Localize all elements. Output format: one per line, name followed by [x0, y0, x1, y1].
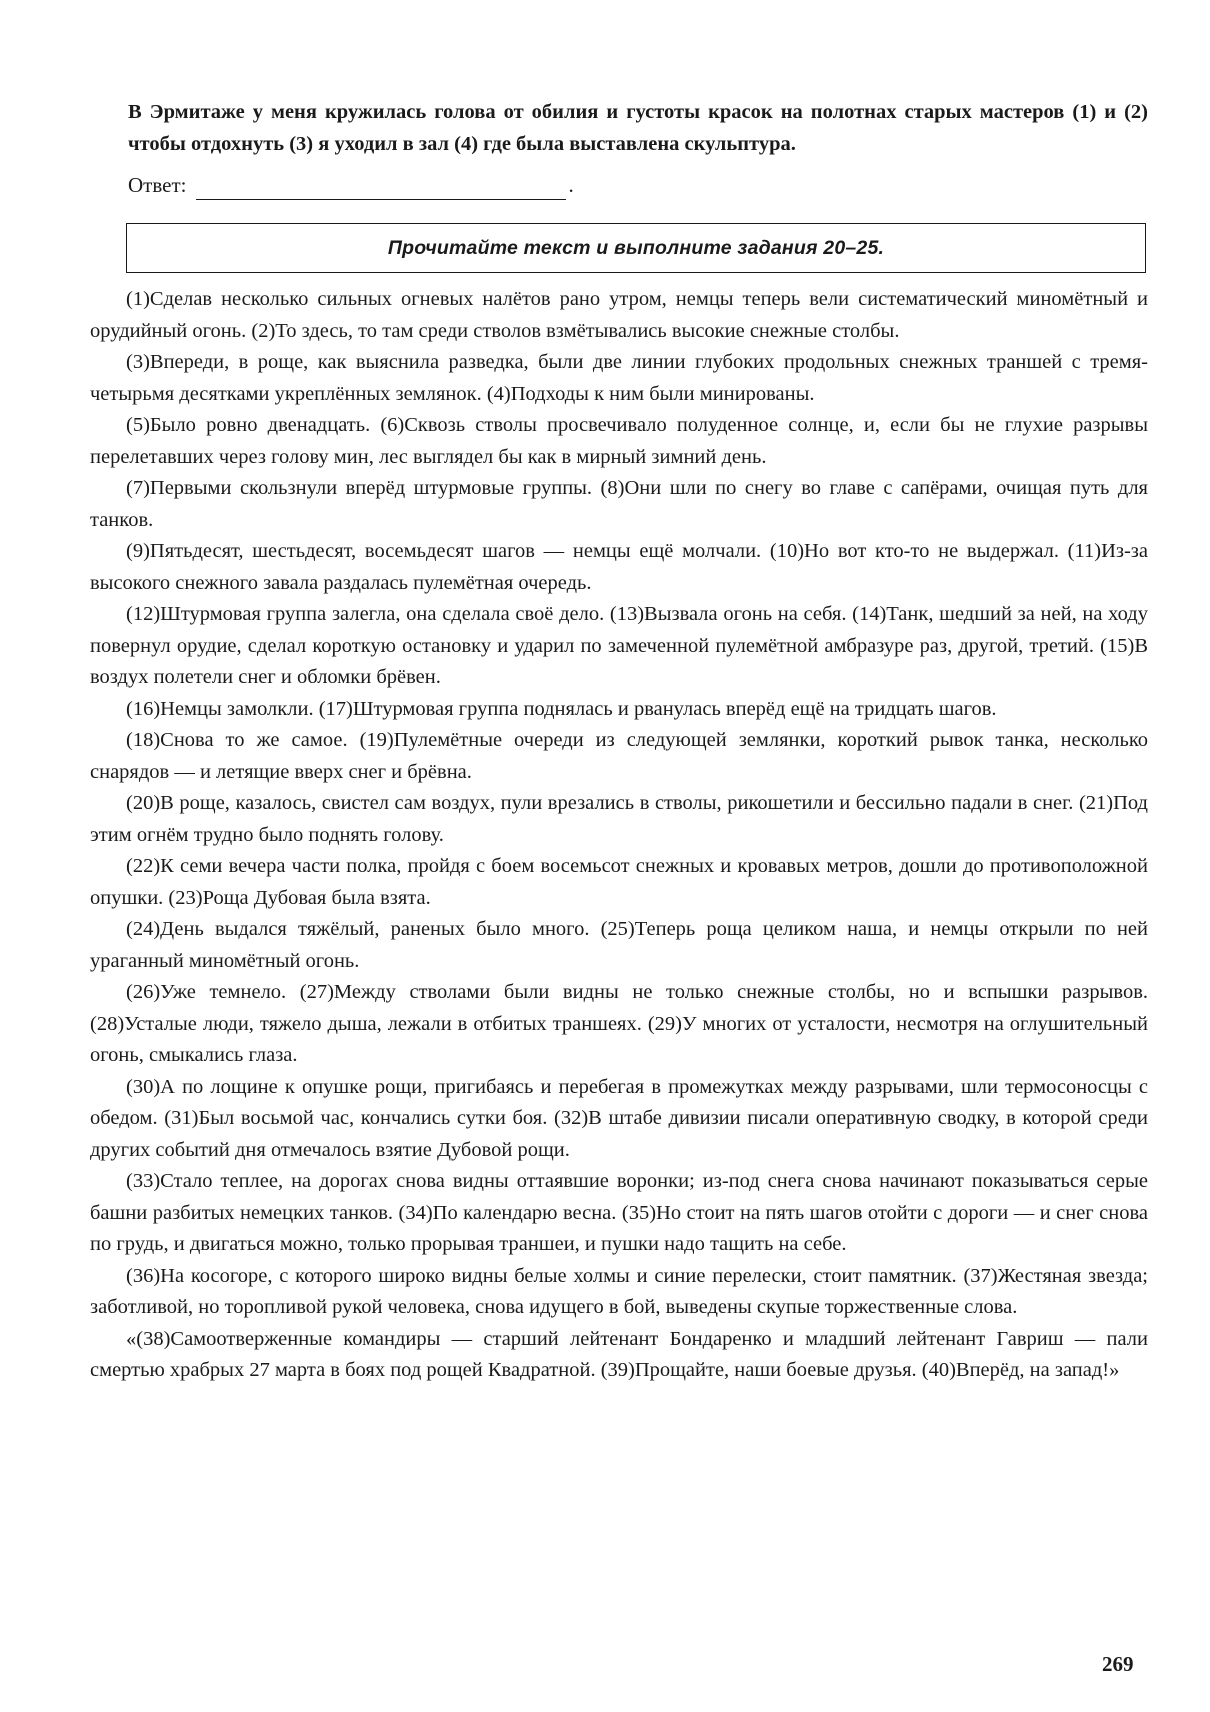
- instruction-text: Прочитайте текст и выполните задания 20–25.: [387, 236, 885, 259]
- page-number: 269: [1102, 1652, 1134, 1676]
- paragraph: (7)Первыми скользнули вперёд штурмовые группы. (8)Они шли по снегу во главе с сапёрами, очищая путь для танков.: [90, 477, 1148, 531]
- paragraph: (20)В роще, казалось, свистел сам воздух, пули врезались в стволы, рикошетили и бессильно падали в снег. (21)Под этим огнём трудно было поднять голову.: [90, 792, 1148, 846]
- paragraph: (12)Штурмовая группа залегла, она сделала своё дело. (13)Вызвала огонь на себя. (14)Танк, шедший за ней, на ходу повернул орудие, сделал короткую остановку и ударил по замеченной пулемётной амбразуре раз, другой, третий. (15)В воздух полетели снег и обломки брёвен.: [90, 603, 1148, 688]
- paragraph: (18)Снова то же самое. (19)Пулемётные очереди из следующей землянки, короткий рывок танка, несколько снарядов — и летящие вверх снег и брёвна.: [90, 729, 1148, 783]
- paragraph: (5)Было ровно двенадцать. (6)Сквозь стволы просвечивало полуденное солнце, и, если бы не глухие разрывы перелетавших через голову мин, лес выглядел бы как в мирный зимний день.: [90, 414, 1148, 468]
- reading-text: [90, 284, 1148, 1387]
- paragraph: (3)Впереди, в роще, как выяснила разведка, были две линии глубоких продольных снежных траншей с тремя-четырьмя десятками укреплённых землянок. (4)Подходы к ним были минированы.: [90, 351, 1148, 405]
- paragraph: (16)Немцы замолкли. (17)Штурмовая группа поднялась и рванулась вперёд ещё на тридцать шагов.: [126, 697, 997, 720]
- task-text: В Эрмитаже у меня кружилась голова от обилия и густоты красок на полотнах старых мастеров (1) и (2) чтобы отдохнуть (3) я уходил в зал (4) где была выставлена скульптура.: [128, 101, 1148, 155]
- answer-label: Ответ:: [128, 173, 187, 197]
- page-content: [90, 96, 1148, 1381]
- paragraph: (36)На косогоре, с которого широко видны белые холмы и синие перелески, стоит памятник. (37)Жестяная звезда; заботливой, но торопливой рукой человека, снова идущего в бой, выведены скупые торжественные слова.: [90, 1264, 1148, 1318]
- paragraph: (26)Уже темнело. (27)Между стволами были видны не только снежные столбы, но и вспышки разрывов. (28)Усталые люди, тяжело дыша, лежали в отбитых траншеях. (29)У многих от усталости, несмотря на оглушительный огонь, смыкались глаза.: [90, 981, 1148, 1066]
- paragraph: (30)А по лощине к опушке рощи, пригибаясь и перебегая в промежутках между разрывами, шли термосоносцы с обедом. (31)Был восьмой час, кончались сутки боя. (32)В штабе дивизии писали оперативную сводку, в которой среди других событий дня отмечалось взятие Дубовой рощи.: [90, 1075, 1148, 1161]
- paragraph: (9)Пятьдесят, шестьдесят, восемьдесят шагов — немцы ещё молчали. (10)Но вот кто-то не выдержал. (11)Из-за высокого снежного завала раздалась пулемётная очередь.: [90, 540, 1148, 594]
- paragraph: «(38)Самоотверженные командиры — старший лейтенант Бондаренко и младший лейтенант Гавриш — пали смертью храбрых 27 марта в боях под рощей Квадратной. (39)Прощайте, наши боевые друзья. (40)Вперёд, на запад!»: [90, 1327, 1148, 1381]
- answer-dot: .: [568, 173, 574, 197]
- instruction-box: [126, 223, 1146, 273]
- paragraph: (33)Стало теплее, на дорогах снова видны оттаявшие воронки; из-под снега снова начинают показываться серые башни разбитых немецких танков. (34)По календарю весна. (35)Но стоит на пять шагов отойти с дороги — и снег снова по грудь, и двигаться можно, только прорывая траншеи, и пушки надо тащить на себе.: [90, 1170, 1148, 1255]
- paragraph: (22)К семи вечера части полка, пройдя с боем восемьсот снежных и кровавых метров, дошли до противоположной опушки. (23)Роща Дубовая была взята.: [90, 855, 1148, 909]
- answer-line: [128, 170, 1148, 200]
- paragraph: (1)Сделав несколько сильных огневых налётов рано утром, немцы теперь вели систематический миномётный и орудийный огонь. (2)То здесь, то там среди стволов взмётывались высокие снежные столбы.: [90, 288, 1148, 342]
- paragraph: (24)День выдался тяжёлый, раненых было много. (25)Теперь роща целиком наша, и немцы открыли по ней ураганный миномётный огонь.: [90, 918, 1148, 972]
- answer-field[interactable]: [196, 179, 566, 200]
